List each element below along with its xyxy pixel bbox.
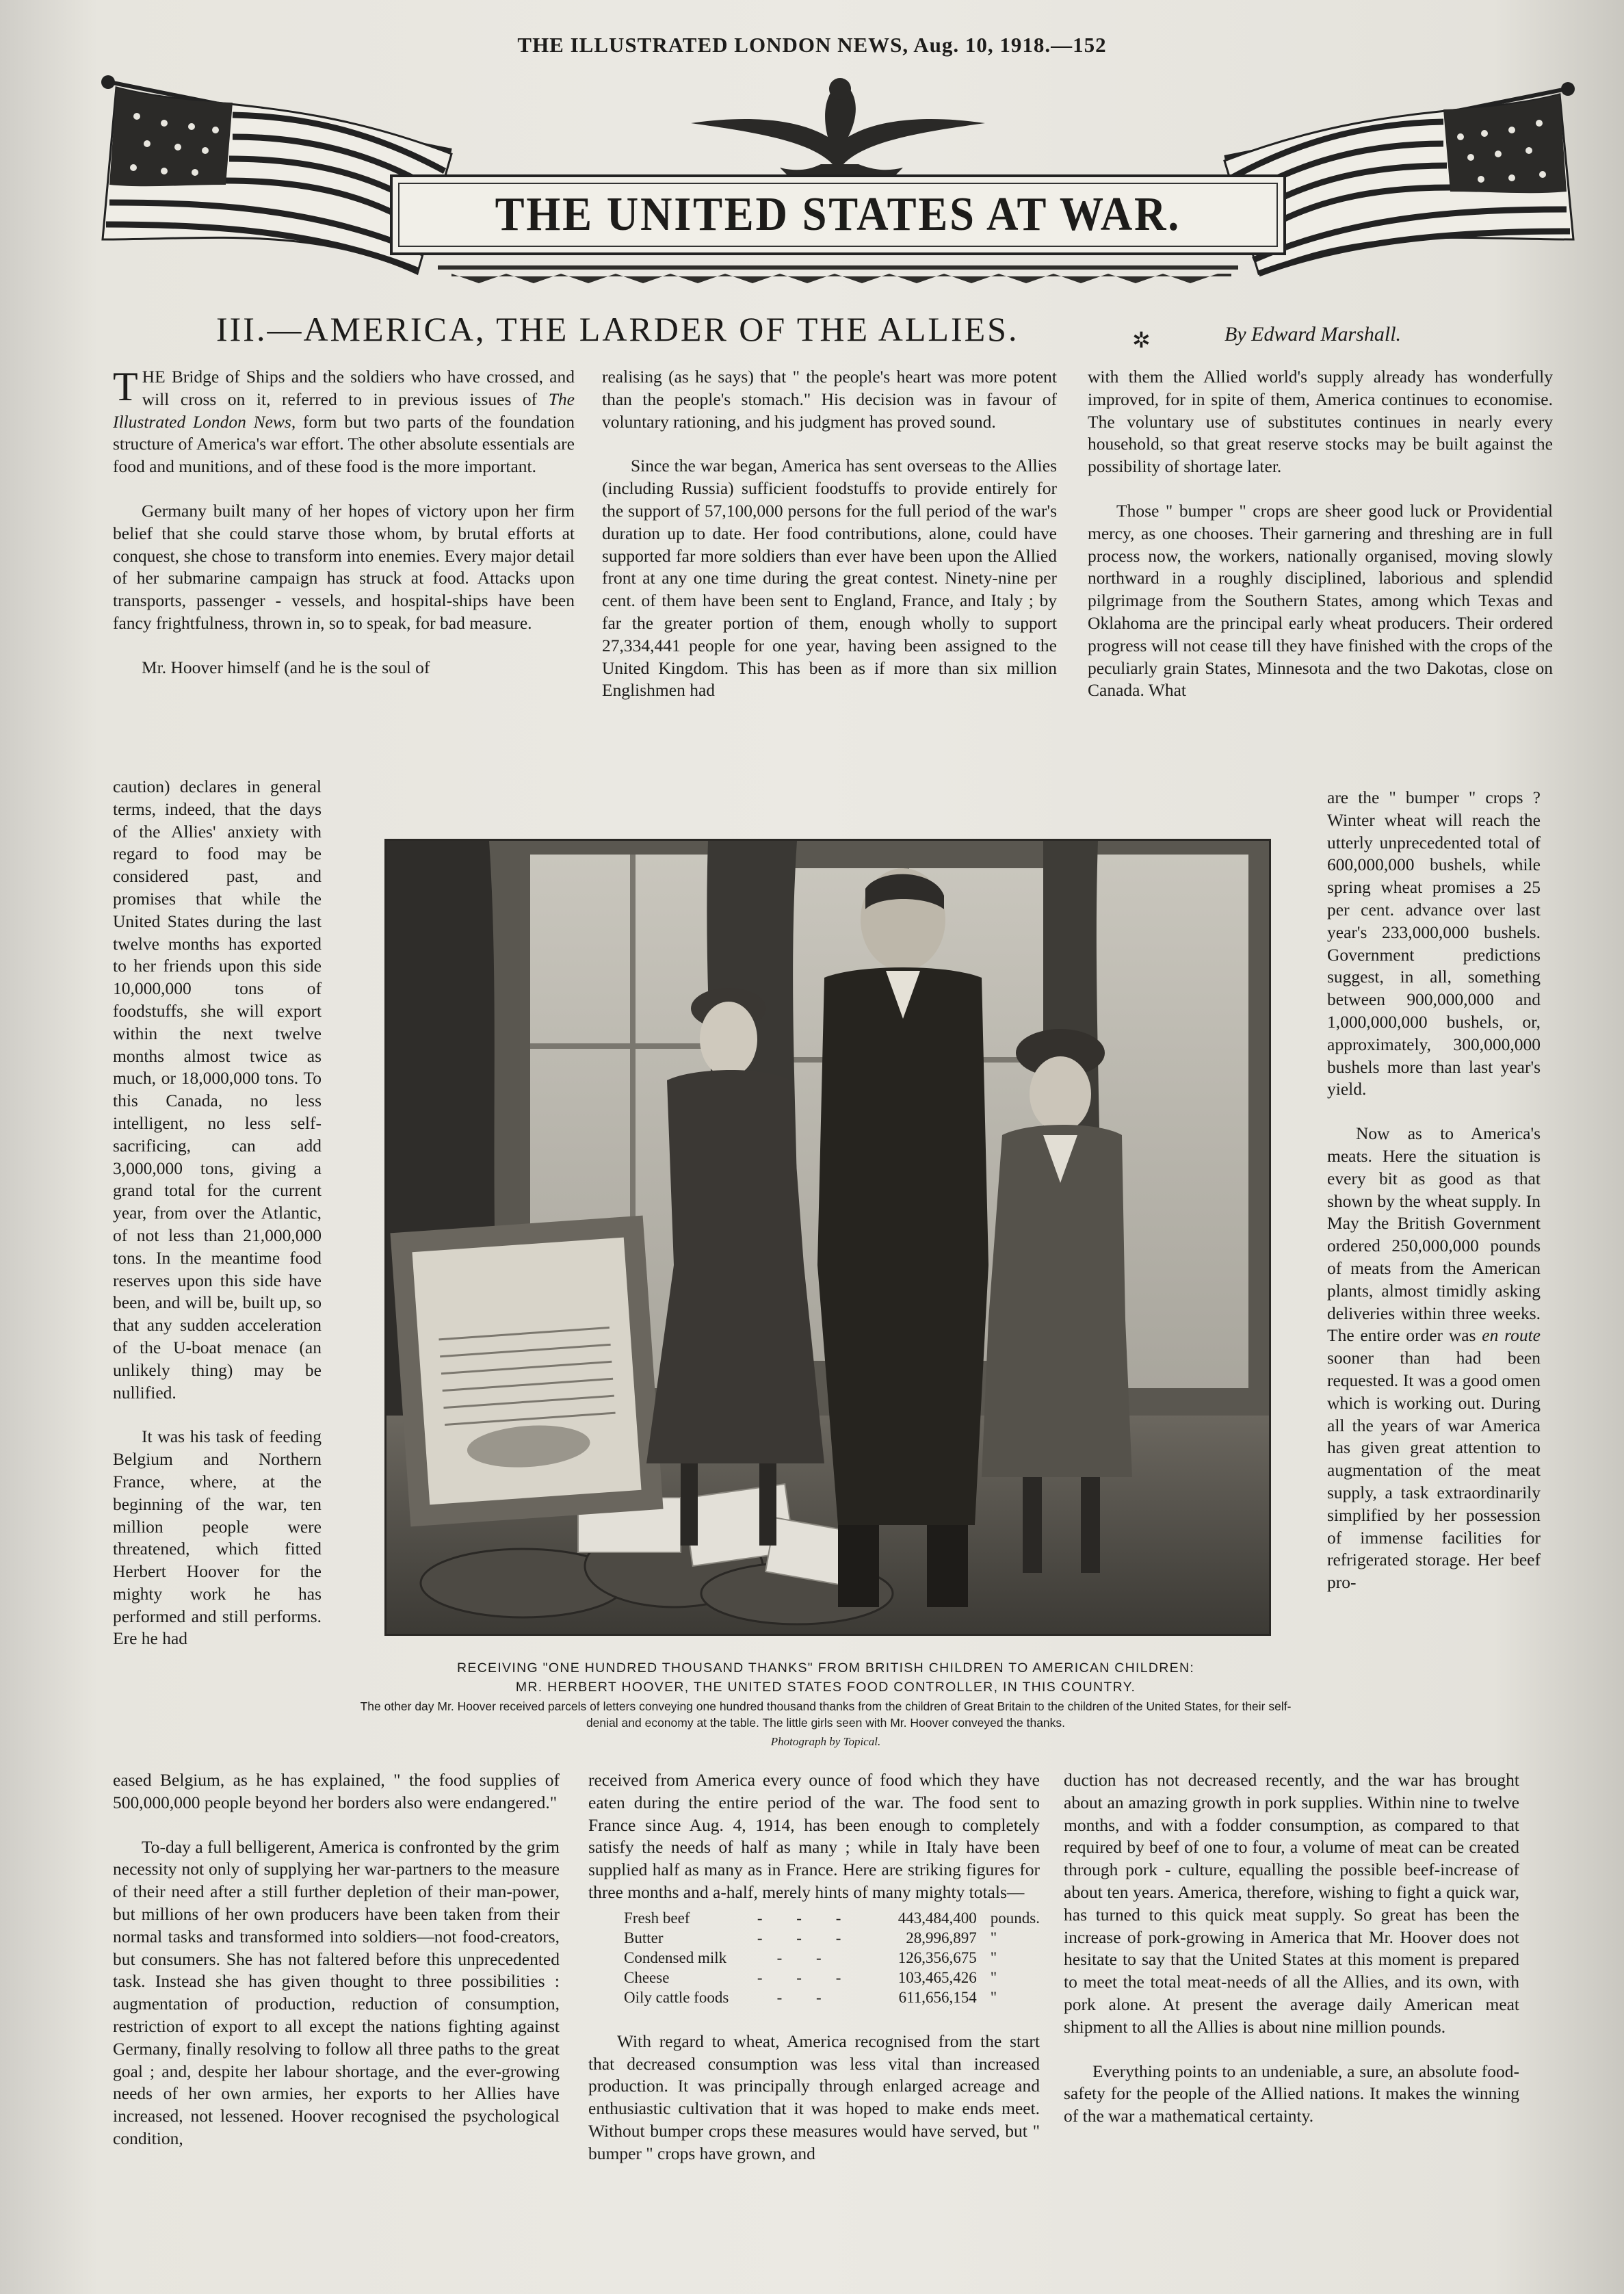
table-cell-value: 126,356,675: [898, 1948, 977, 1966]
drop-cap: T: [113, 364, 138, 409]
paragraph: caution) declares in general terms, indeed, that the days of the Allies' anxiety with regard to food may be considered past, and promises that while the United States during the last twelve months has exported to her friends upon this side 10,000,000 tons of foodstuffs, she will export within the next twelve months almost twice as much, or 18,000,000 tons. To this Canada, no less intelligent, no less self-sacrificing, can add 3,000,000 tons, giving a grand total for the current year, from over the Atlantic, of not less than 21,000,000 tons. In the meantime food reserves upon this side have been, and will be, built up, so that any sudden acceleration of the U-boat menace (an unlikely thing) may be nullified.: [113, 777, 322, 1403]
table-cell-unit: pounds.: [990, 1909, 1040, 1927]
table-cell-unit: ": [990, 1968, 997, 1986]
byline: By Edward Marshall.: [1224, 323, 1402, 346]
table-cell-item: Butter: [624, 1929, 664, 1946]
paragraph: are the " bumper " crops ? Winter wheat will reach the utterly unprecedented total of 600,000,000 bushels, while spring wheat promises a 25 per cent. advance over last year's 233,000,000 bushels. Government predictions suggest, in all, something between 900,000,000 and 1,000,000,000 bushels, or, approximately, 300,000,000 bushels more than last year's yield.: [1327, 787, 1541, 1099]
eagle-emblem: [691, 78, 985, 174]
paragraph: Everything points to an undeniable, a sure, an absolute food-safety for the people of the Allied nations. It makes the winning of the war a mathematical certainty.: [1064, 2061, 1519, 2126]
paragraph: Those " bumper " crops are sheer good luck or Providential mercy, as one chooses. Their garnering and threshing are in full process now, the workers, nationally organised, moving slowly northward in a roughly disciplined, laborious and splendid pilgrimage from the Southern States, among which Texas and Oklahoma are the principal early wheat producers. Their ordered progress will not cease till they have finished with the crops of the peculiarly grain States, Minnesota and the two Dakotas, close on Canada. What: [1088, 500, 1553, 701]
table-cell-value: 103,465,426: [898, 1968, 977, 1986]
table-row: [624, 1987, 1040, 2007]
paragraph: To-day a full belligerent, America is confronted by the grim necessity not only of supplying her war-partners to the measure of their need after a still further depletion of their man-power, but millions of her own producers have been taken from their normal tasks and transformed into soldiers—not food-creators, but consumers. She has not faltered before this unprecedented task. Instead she has given thought to three possibilities : augmentation of production, reduction of consumption, restriction of export to all except the nations fighting against Germany, finally resolving to follow all three paths to the great goal ; and, despite her labour shortage, and the ever-growing needs of her own armies, her exports to her Allies have increased, not lessened. Hoover recognised the psychological condition,: [113, 1836, 560, 2148]
banner-title-frame: [390, 174, 1286, 255]
paragraph: received from America every ounce of food which they have eaten during the entire period of the war. The food sent to France since Aug. 4, 1914, has been enough to completely satisfy the needs of half as many ; while in Italy have been supplied half as many as in France. Here are striking figures for three months and a-half, merely hints of many mighty totals—: [588, 1770, 1040, 1902]
caption-title-2: MR. HERBERT HOOVER, THE UNITED STATES FOOD CONTROLLER, IN THIS COUNTRY.: [515, 1680, 1136, 1695]
paragraph: It was his task of feeding Belgium and Northern France, where, at the beginning of the war, ten million people were threatened, which fitted Herbert Hoover for the mighty work he has performed and still performs. Ere he had: [113, 1426, 322, 1649]
article-title: III.—AMERICA, THE LARDER OF THE ALLIES.: [216, 310, 1019, 348]
table-cell-dashes: - - -: [757, 1929, 856, 1946]
paragraph: With regard to wheat, America recognised from the start that decreased consumption was less vital than increased production. It was principally through enlarged acreage and enthusiastic cultivation that it was hoped to make ends meet. Without bumper crops these measures would have served, but " bumper " crops have grown, and: [588, 2031, 1040, 2163]
running-head: THE ILLUSTRATED LONDON NEWS, Aug. 10, 1918.—152: [517, 33, 1107, 57]
photo-caption: [350, 1658, 1301, 1749]
caption-body: The other day Mr. Hoover received parcels of letters conveying one hundred thousand thanks from the children of Great Britain to the children of the United States, for their self-denial and economy at the table. The little girls seen with Mr. Hoover conveyed the thanks.: [360, 1699, 1292, 1730]
column-1-bottom: [113, 1769, 560, 2150]
photo-credit: Photograph by Topical.: [770, 1735, 881, 1748]
star-ornament-icon: ✲: [1132, 327, 1151, 353]
paragraph: duction has not decreased recently, and the war has brought about an amazing growth in pork supplies. Within nine to twelve months, and with a fodder consumption, as compared to that required by beef of one to four, a volume of meat can be created through pork - culture, equalling the possible beef-increase of about ten years. America, therefore, wishing to fight a quick war, has turned to this quick meat supply. So great has been the increase of pork-growing in America that Mr. Hoover does not hesitate to say that the United States at this moment is prepared to meet the total meat-needs of all the Allies, and its own, with pork alone. At present the average daily American meat shipment to all the Allies is about nine million pounds.: [1064, 1770, 1519, 2037]
table-cell-item: Condensed milk: [624, 1948, 727, 1966]
table-cell-value: 28,996,897: [906, 1929, 977, 1946]
table-cell-value: 611,656,154: [898, 1988, 977, 2006]
table-row: [624, 1928, 1040, 1948]
column-2-top: [602, 366, 1057, 702]
paragraph: with them the Allied world's supply already has wonderfully improved, for in spite of them, America continues to economise. The voluntary use of substitutes continues in nearly every household, so that great reserve stocks may be built against the possibility of shortage later.: [1088, 367, 1553, 477]
paragraph: realising (as he says) that " the people's heart was more potent than the people's stomach." His decision was in favour of voluntary rationing, and his judgment has proved sound.: [602, 367, 1057, 432]
table-cell-dashes: - - -: [757, 1909, 856, 1927]
paragraph: Germany built many of her hopes of victory upon her firm belief that she could starve those whom, by brutal efforts at conquest, she chose to transform into enemies. Every major detail of her submarine campaign has struck at food. Attacks upon transports, passenger - vessels, and hospital-ships have been fancy frightfulness, thrown in, so to speak, for bad measure.: [113, 500, 575, 633]
food-rows: [624, 1908, 1040, 2007]
photograph: [384, 839, 1271, 1636]
column-3-bottom: [1064, 1769, 1519, 2128]
table-cell-item: Oily cattle foods: [624, 1988, 729, 2006]
man-center: [817, 868, 988, 1607]
banner-title: THE UNITED STATES AT WAR.: [495, 188, 1181, 241]
paragraph: THE Bridge of Ships and the soldiers who have crossed, and will cross on it, referred to in previous issues of The Illustrated London News, form but two parts of the foundation structure of America's war effort. The other absolute essentials are food and munitions, and of these food is the more important.: [113, 364, 575, 477]
photo-illustration: [387, 841, 1269, 1634]
table-row: [624, 1968, 1040, 1987]
column-1-top: [113, 366, 575, 679]
table-cell-item: Fresh beef: [624, 1909, 690, 1927]
paragraph: Now as to America's meats. Here the situation is every bit as good as that shown by the wheat supply. In May the British Government ordered 250,000,000 pounds of meats from the American plants, almost timidly asking deliveries within three weeks. The entire order was en route sooner than had been requested. It was a good omen which is working out. During all the years of war America has given great attention to augmentation of the meat supply, a task extraordinarily simplified by her possession of immense facilities for refrigerated storage. Her beef pro-: [1327, 1123, 1541, 1593]
caption-title-1: RECEIVING "ONE HUNDRED THOUSAND THANKS" FROM BRITISH CHILDREN TO AMERICAN CHILDREN:: [456, 1660, 1195, 1676]
table-cell-unit: ": [990, 1929, 997, 1946]
table-cell-unit: ": [990, 1988, 997, 2006]
table-cell-item: Cheese: [624, 1968, 670, 1986]
column-3-top: [1088, 366, 1553, 702]
paragraph: Since the war began, America has sent overseas to the Allies (including Russia) sufficient foodstuffs to provide entirely for the support of 57,100,000 persons for the full period of the war's duration up to date. Her food contributions, alone, could have supported far more soldiers than ever have been upon the Allied front at any one time during the great contest. Ninety-nine per cent. of them have been sent to England, France, and Italy ; by far the greater portion of them, enough wholly to support 27,334,441 people for one year, having been assigned to the United Kingdom. This has been as if more than six million Englishmen had: [602, 456, 1057, 701]
paragraph-lead: Mr. Hoover himself (and he is the soul of: [142, 657, 430, 677]
table-cell-dashes: - - -: [757, 1968, 856, 1986]
paragraph: eased Belgium, as he has explained, " the food supplies of 500,000,000 people beyond her borders also were endangered.": [113, 1770, 560, 1812]
ornamental-border: [438, 265, 1238, 283]
table-cell-dashes: - -: [776, 1988, 837, 2006]
framed-address: [390, 1216, 663, 1527]
table-cell-unit: ": [990, 1948, 997, 1966]
column-3-narrow: [1327, 787, 1541, 1594]
table-row: [624, 1948, 1040, 1968]
table-row: [624, 1908, 1040, 1928]
table-cell-value: 443,484,400: [898, 1909, 977, 1927]
table-cell-dashes: - -: [776, 1948, 837, 1966]
column-1-narrow: [113, 776, 322, 1650]
column-2-bottom: [588, 1769, 1040, 2165]
food-exports-table: [624, 1908, 1040, 2007]
